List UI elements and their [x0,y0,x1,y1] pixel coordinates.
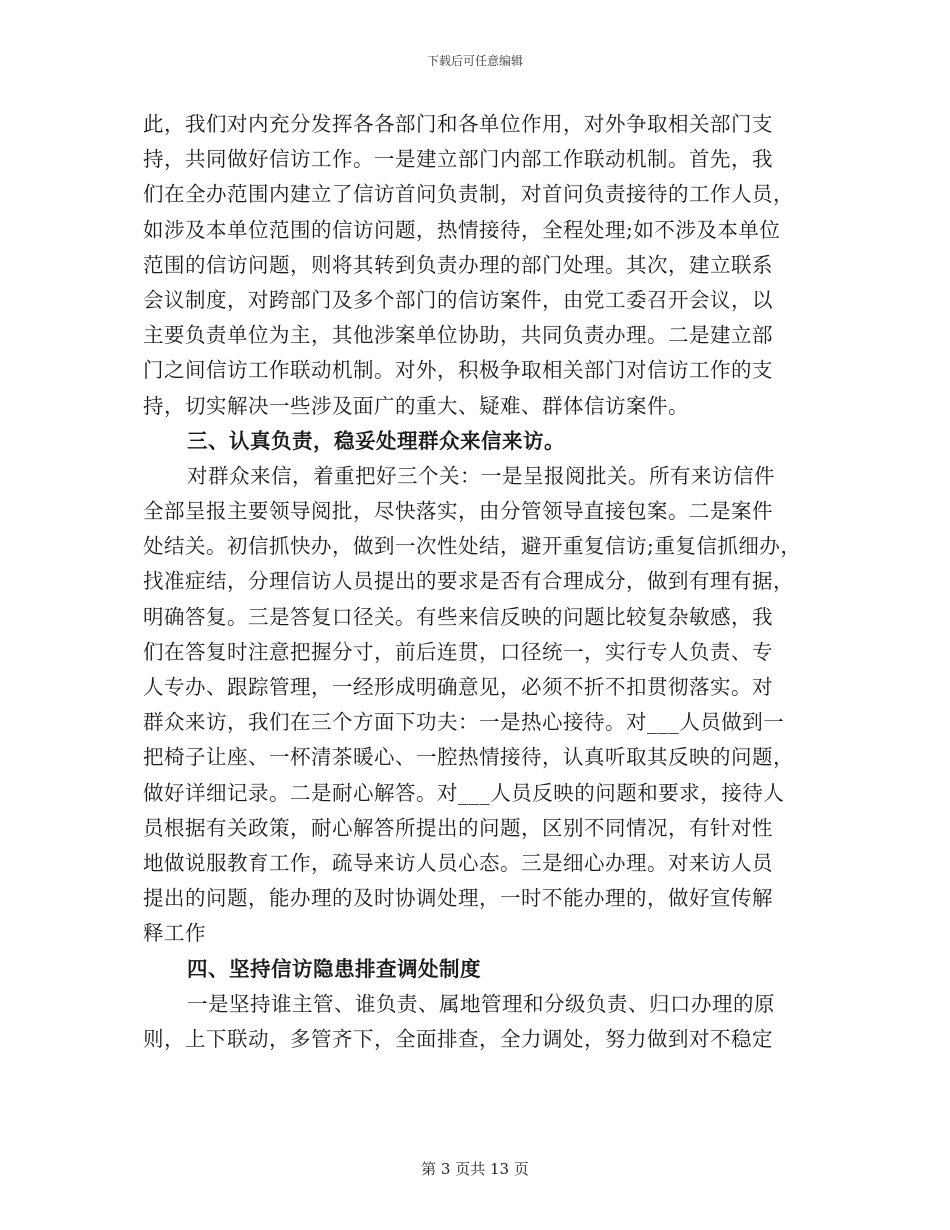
text-line: 明确答复。三是答复口径关。有些来信反映的问题比较复杂敏感，我 [143,604,773,629]
text-line: 地做说服教育工作，疏导来访人员心态。三是细心办理。对来访人员 [143,850,773,875]
text-line: 做好详细记录。二是耐心解答。对___人员反映的问题和要求，接待人 [143,780,785,805]
text-line: 对群众来信，着重把好三个关：一是呈报阅批关。所有来访信件 [187,463,775,488]
text-line: 持，共同做好信访工作。一是建立部门内部工作联动机制。首先，我 [143,147,773,172]
section-heading: 四、坚持信访隐患排查调处制度 [187,956,481,981]
text-line: 释工作 [143,921,206,946]
text-line: 处结关。初信抓快办，做到一次性处结，避开重复信访;重复信抓细办， [143,534,802,559]
text-line: 们在全办范围内建立了信访首问负责制，对首问负责接待的工作人员， [143,182,794,207]
document-body [143,107,823,1057]
text-line: 持，切实解决一些涉及面广的重大、疑难、群体信访案件。 [143,393,689,418]
page-header: 下载后可任意编辑 [426,54,523,68]
text-line: 员根据有关政策，耐心解答所提出的问题，区别不同情况，有针对性 [143,815,773,840]
text-line: 找准症结，分理信访人员提出的要求是否有合理成分，做到有理有据， [143,569,794,594]
text-line: 如涉及本单位范围的信访问题，热情接待，全程处理;如不涉及本单位 [143,217,781,242]
text-line: 范围的信访问题，则将其转到负责办理的部门处理。其次，建立联系 [143,252,773,277]
page-number: 第 3 页共 13 页 [421,1160,529,1178]
text-line: 们在答复时注意把握分寸，前后连贯，口径统一，实行专人负责、专 [143,639,773,664]
text-line: 会议制度，对跨部门及多个部门的信访案件，由党工委召开会议，以 [143,287,773,312]
text-line: 则，上下联动，多管齐下，全面排查，全力调处，努力做到对不稳定 [143,1026,773,1051]
text-line: 全部呈报主要领导阅批，尽快落实，由分管领导直接包案。二是案件 [143,499,773,524]
text-line: 主要负责单位为主，其他涉案单位协助，共同负责办理。二是建立部 [143,323,773,348]
text-line: 把椅子让座、一杯清茶暖心、一腔热情接待，认真听取其反映的问题， [143,745,794,770]
text-line: 此，我们对内充分发挥各各部门和各单位作用，对外争取相关部门支 [143,112,773,136]
text-line: 人专办、跟踪管理，一经形成明确意见，必须不折不扣贯彻落实。对 [143,675,773,699]
text-line: 一是坚持谁主管、谁负责、属地管理和分级负责、归口办理的原 [187,991,775,1016]
text-line: 群众来访，我们在三个方面下功夫：一是热心接待。对___人员做到一 [143,710,785,735]
text-line: 提出的问题，能办理的及时协调处理，一时不能办理的，做好宣传解 [143,886,773,911]
text-line: 门之间信访工作联动机制。对外，积极争取相关部门对信访工作的支 [143,358,773,383]
section-heading: 三、认真负责，稳妥处理群众来信来访。 [187,428,565,453]
